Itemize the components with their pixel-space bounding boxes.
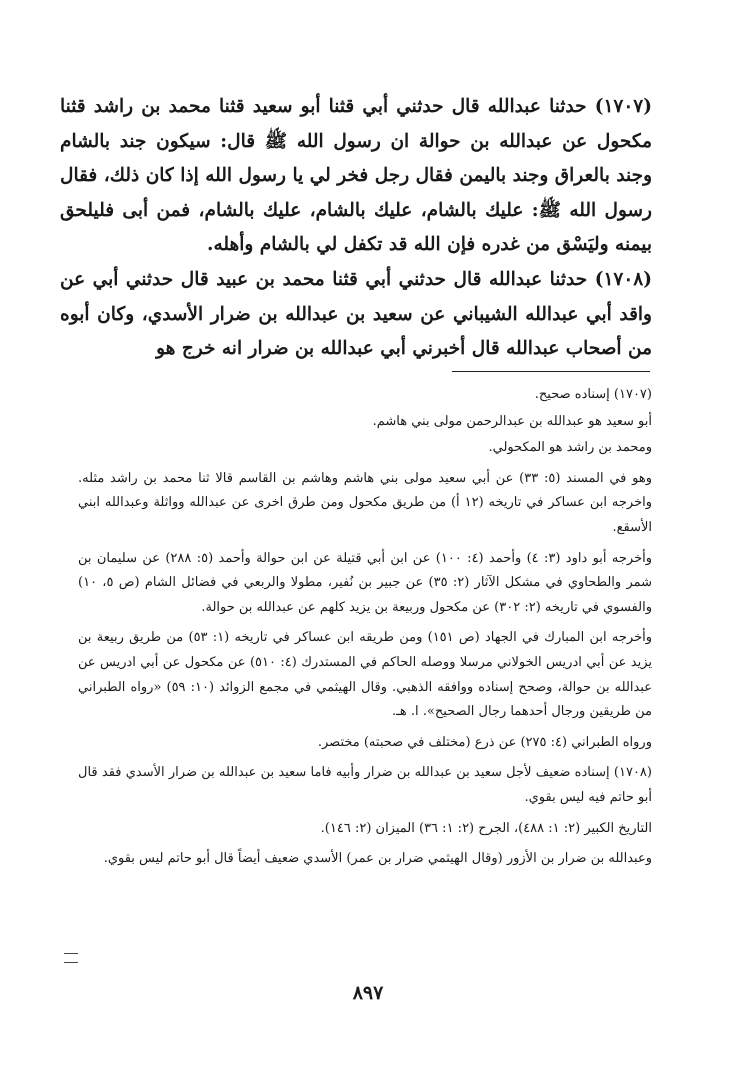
- footnote: التاريخ الكبير (٢: ١: ٤٨٨)، الجرح (٢: ١: ٣٦) الميزان (٢: ١٤٦).: [320, 820, 652, 836]
- hadith-1707: (١٧٠٧) حدثنا عبدالله قال حدثني أبي قثنا أبو سعيد قثنا محمد بن راشد قثنا مكحول عن عبدالله بن حوالة ان رسول الله ﷺ قال: سيكون جند بالشام وجند بالعراق وجند باليمن فقال رجل فخر لي يا رسول الله إذا كان ذلك، فقال رسول الله ﷺ: عليك بالشام، عليك بالشام، عليك بالشام، فمن أبى فليلحق بيمنه وليَسْق من غدره فإن الله قد تكفل لي بالشام وأهله.: [60, 96, 652, 256]
- hadith-1708: (١٧٠٨) حدثنا عبدالله قال حدثني أبي قثنا محمد بن عبيد قال حدثني أبي عن واقد أبي عبدالله الشيباني عن سعيد بن عبدالله بن ضرار الأسدي، وكان أبوه من أصحاب عبدالله قال أخبرني أبي عبدالله بن ضرار انه خرج هو: [60, 268, 652, 360]
- footnote: وهو في المسند (٥: ٣٣) عن أبي سعيد مولى بني هاشم وهاشم بن القاسم قالا ثنا محمد بن راشد مثله. واخرجه ابن عساكر في تاريخه (١٢ أ) من طريق مكحول ومن طرق اخرى عن عبدالله وواثلة وعبدالله ابني الأسقع.: [78, 470, 652, 535]
- margin-equals-mark: [64, 953, 78, 963]
- footnote: (١٧٠٨) إسناده ضعيف لأجل سعيد بن عبدالله بن ضرار وأبيه فاما سعيد بن عبدالله بن ضرار الأسدي فقد قال أبو حاتم فيه ليس بقوي.: [78, 765, 652, 805]
- footnote-divider: [452, 371, 650, 372]
- footnotes-block: [78, 383, 652, 878]
- footnote: (١٧٠٧) إسناده صحيح.: [534, 387, 652, 402]
- main-text-block: [60, 90, 652, 367]
- footnote: ورواه الطبراني (٤: ٢٧٥) عن ذرع (مختلف في صحبته) مختصر.: [317, 734, 652, 750]
- footnote: وعبدالله بن ضرار بن الأزور (وقال الهيثمي ضرار بن عمر) الأسدي ضعيف أيضاً قال أبو حاتم ليس بقوي.: [103, 851, 652, 867]
- footnote: أبو سعيد هو عبدالله بن عبدالرحمن مولى بني هاشم.: [372, 413, 652, 429]
- footnote: وأخرجه أبو داود (٣: ٤) وأحمد (٤: ١٠٠) عن ابن أبي قتيلة عن ابن حوالة وأحمد (٥: ٢٨٨) عن سليمان بن شمر والطحاوي في مشكل الآثار (٢: ٣٥) عن جبير بن نُفير، مطولا والربعي في فضائل الشام (ص ٥، ١٠) والفسوي في تاريخه (٢: ٣٠٢) عن مكحول وربيعة بن يزيد كلهم عن عبدالله بن حوالة.: [78, 550, 653, 615]
- page-number: ٨٩٧: [352, 982, 384, 1004]
- footnote: وأخرجه ابن المبارك في الجهاد (ص ١٥١) ومن طريقه ابن عساكر في تاريخه (١: ٥٣) من طريق ربيعة بن يزيد عن أبي ادريس الخولاني مرسلا ووصله الحاكم في المستدرك (٤: ٥١٠) عن مكحول عن أبي ادريس عن عبدالله بن حوالة، وصحح إسناده ووافقه الذهبي. وقال الهيثمي في مجمع الزوائد (١٠: ٥٩) «رواه الطبراني من طريقين ورجال أحدهما رجال الصحيح». ا. هـ.: [78, 630, 653, 720]
- footnote: ومحمد بن راشد هو المكحولي.: [488, 440, 652, 456]
